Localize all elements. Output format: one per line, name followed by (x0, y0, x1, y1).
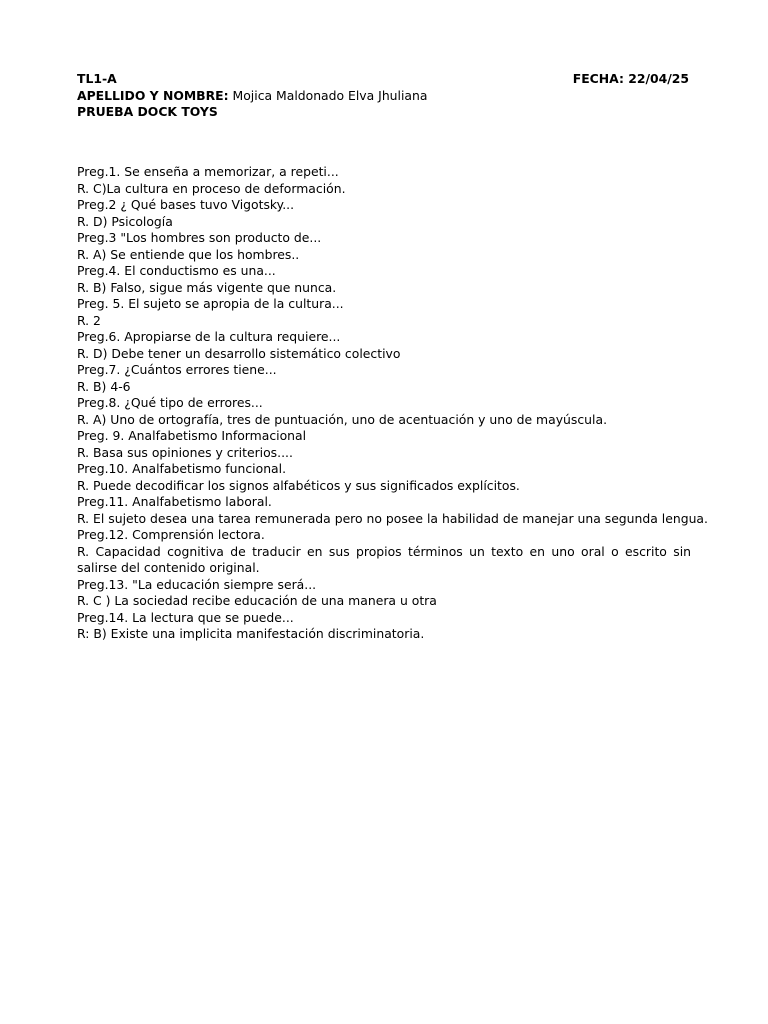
student-name: Mojica Maldonado Elva Jhuliana (228, 87, 428, 103)
text-line: R. C ) La sociedad recibe educación de una manera u otra (77, 593, 437, 608)
text-line: Preg.10. Analfabetismo funcional. (77, 461, 287, 476)
text-line: Preg.12. Comprensión lectora. (77, 527, 265, 542)
text-line: Preg. 9. Analfabetismo Informacional (77, 428, 307, 443)
text-line: Preg.1. Se enseña a memorizar, a repeti... (77, 164, 339, 179)
text-line: R. 2 (77, 312, 101, 328)
text-line: Preg.7. ¿Cuántos errores tiene... (77, 362, 277, 377)
text-line: R. C)La cultura en proceso de deformación. (77, 180, 346, 196)
text-line: Preg.4. El conductismo es una... (77, 263, 276, 278)
text-line: R: B) Existe una implicita manifestación discriminatoria. (77, 626, 425, 641)
document-header (77, 71, 689, 121)
answers-body (77, 164, 708, 643)
answer-paragraph: R. Capacidad cognitiva de traducir en sus propios términos un texto en uno oral o escrito sin salirse del contenido original. (77, 543, 691, 575)
text-line: R. B) 4-6 (77, 378, 131, 394)
test-title: PRUEBA DOCK TOYS (77, 104, 218, 119)
text-line: R. El sujeto desea una tarea remunerada pero no posee la habilidad de manejar una segunda lengua. (77, 510, 708, 526)
text-line: R. A) Se entiende que los hombres.. (77, 246, 300, 262)
text-line: Preg. 5. El sujeto se apropia de la cultura... (77, 296, 344, 311)
text-line: R. A) Uno de ortografía, tres de puntuación, uno de acentuación y uno de mayúscula. (77, 411, 608, 427)
date-label: FECHA: 22/04/25 (572, 71, 689, 86)
text-line: Preg.8. ¿Qué tipo de errores... (77, 395, 263, 410)
course-code: TL1-A (77, 71, 117, 86)
name-label: APELLIDO Y NOMBRE: (77, 87, 229, 103)
student-name-row (77, 88, 689, 105)
text-line: Preg.6. Apropiarse de la cultura requiere... (77, 329, 341, 344)
text-line: R. Basa sus opiniones y criterios.... (77, 444, 293, 460)
text-line: Preg.11. Analfabetismo laboral. (77, 494, 272, 509)
text-line: Preg.2 ¿ Qué bases tuvo Vigotsky... (77, 197, 295, 212)
text-line: R. B) Falso, sigue más vigente que nunca. (77, 279, 337, 295)
text-line: Preg.14. La lectura que se puede... (77, 609, 294, 625)
text-line: Preg.13. "La educación siempre será... (77, 576, 317, 592)
text-line: R. D) Psicología (77, 213, 173, 229)
header-first-row (77, 71, 689, 88)
text-line: R. D) Debe tener un desarrollo sistemático colectivo (77, 345, 401, 361)
text-line: Preg.3 "Los hombres son producto de... (77, 230, 322, 245)
text-line: R. Puede decodificar los signos alfabéticos y sus significados explícitos. (77, 477, 520, 493)
